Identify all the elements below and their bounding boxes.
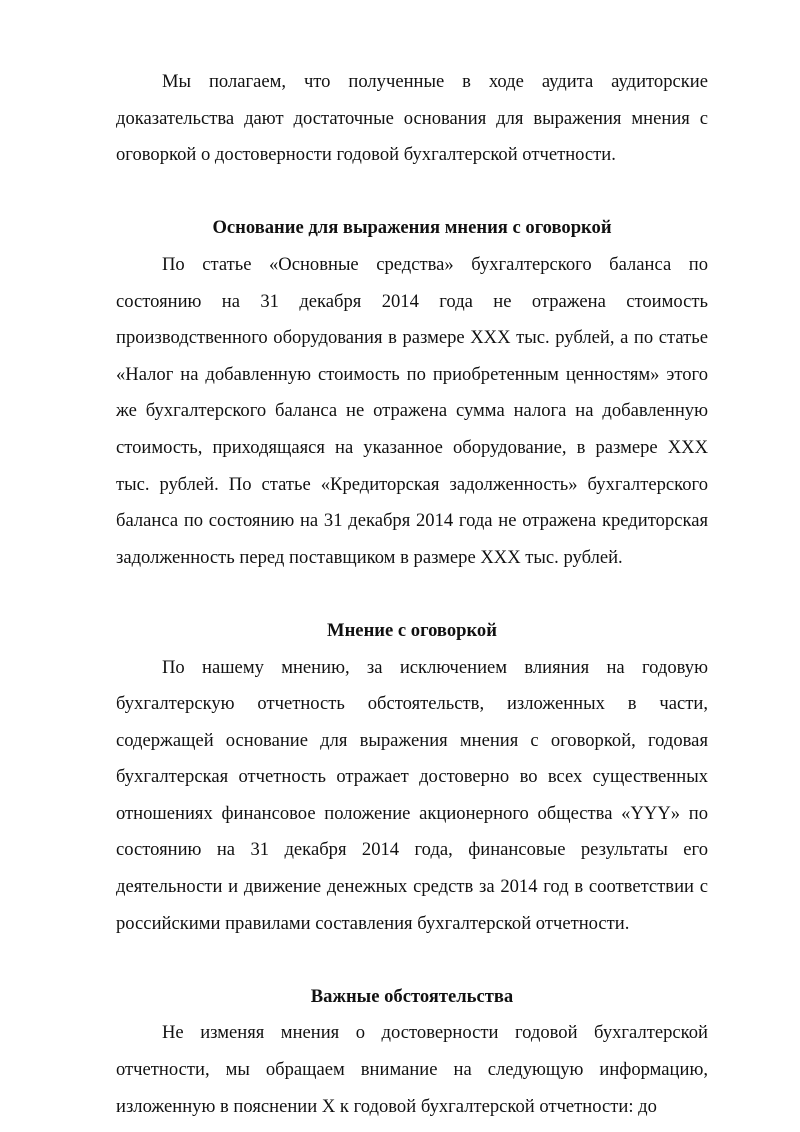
section-heading-important: Важные обстоятельства — [310, 985, 514, 1007]
section-paragraph-important: Не изменяя мнения о достоверности годовой бухгалтерской отчетности, мы обращаем внимание на следующую информацию, изложенную в пояснении Х к годовой бухгалтерской отчетности: до — [116, 1022, 708, 1117]
spacer — [116, 942, 708, 979]
section-paragraph-opinion: По нашему мнению, за исключением влияния на годовую бухгалтерскую отчетность обстоятельств, изложенных в части, содержащей основание для выражения мнения с оговоркой, годовая бухгалтерская отчетность отражает достоверно во всех существенных отношениях финансовое положение акционерного общества «YYY» по состоянию на 31 декабря 2014 года, финансовые результаты его деятельности и движение денежных средств за 2014 год в соответствии с российскими правилами составления бухгалтерской отчетности. — [116, 656, 708, 934]
section-heading-opinion: Мнение с оговоркой — [327, 619, 497, 641]
section-paragraph-basis: По статье «Основные средства» бухгалтерского баланса по состоянию на 31 декабря 2014 года не отражена стоимость производственного оборудования в размере ХХХ тыс. рублей, а по статье «Налог на добавленную стоимость по приобретенным ценностям» этого же бухгалтерского баланса не отражена сумма налога на добавленную стоимость, приходящаяся на указанное оборудование, в размере ХХХ тыс. рублей. По статье «Кредиторская задолженность» бухгалтерского баланса по состоянию на 31 декабря 2014 года не отражена кредиторская задолженность перед поставщиком в размере ХХХ тыс. рублей. — [116, 253, 708, 568]
section-heading-basis: Основание для выражения мнения с оговоркой — [212, 217, 612, 239]
document-page — [116, 64, 708, 1125]
intro-paragraph: Мы полагаем, что полученные в ходе аудита аудиторские доказательства дают достаточные основания для выражения мнения с оговоркой о достоверности годовой бухгалтерской отчетности. — [116, 71, 708, 166]
spacer — [116, 174, 708, 211]
spacer — [116, 576, 708, 613]
